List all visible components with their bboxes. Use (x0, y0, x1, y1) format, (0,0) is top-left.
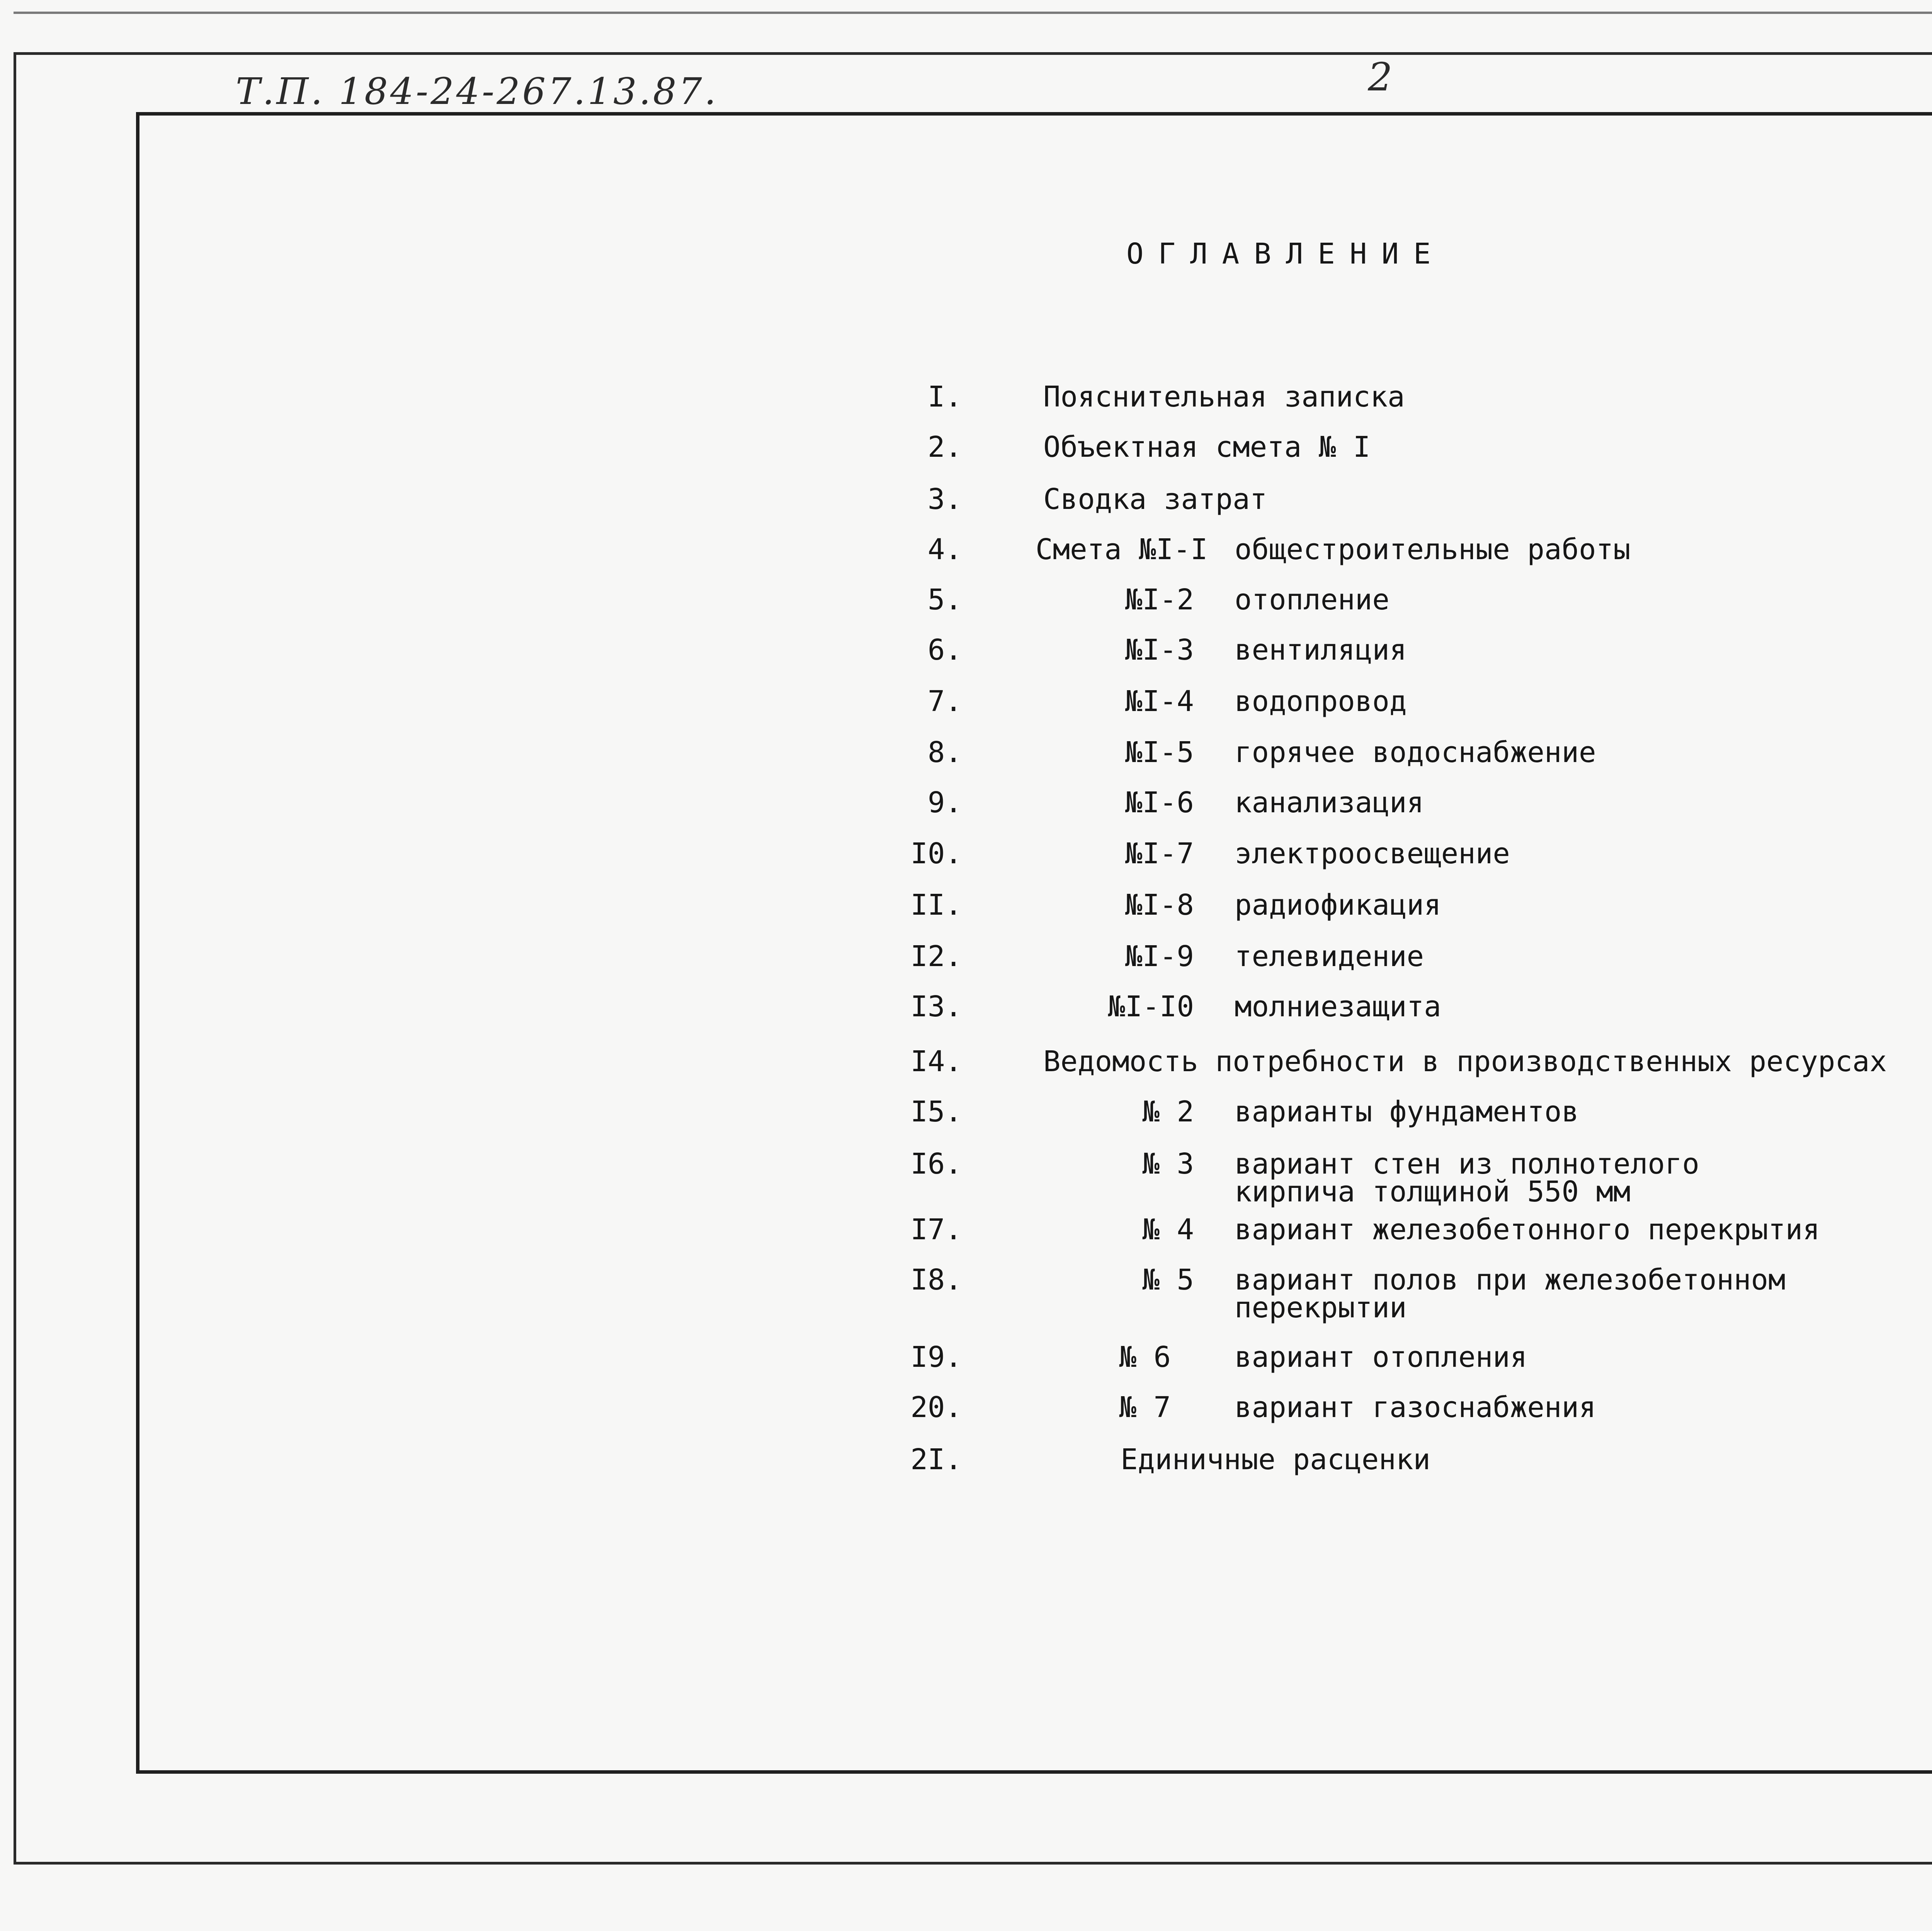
row-title: вариант газоснабжения (1235, 1391, 1596, 1424)
toc-row (0, 1147, 1932, 1208)
row-title: водопровод (1235, 685, 1407, 718)
row-variant-number: № 4 (1142, 1213, 1194, 1246)
row-number: I8. (910, 1263, 962, 1296)
row-number: I. (927, 380, 962, 413)
toc-row (0, 687, 1932, 741)
row-title: молниезащита (1235, 990, 1441, 1023)
row-title-line-1: вариант стен из полнотелого (1235, 1147, 1699, 1181)
row-number: 8. (927, 736, 962, 769)
toc-row (0, 1343, 1932, 1397)
toc-row (0, 380, 1932, 437)
row-number: 2I. (910, 1443, 962, 1476)
row-estimate-number: №I-4 (1125, 685, 1194, 718)
toc-row (0, 738, 1932, 792)
row-number: I6. (910, 1147, 962, 1181)
row-title: радиофикация (1235, 888, 1441, 922)
toc-row (0, 1445, 1932, 1499)
row-estimate-number: №I-9 (1125, 940, 1194, 973)
row-number: I4. (910, 1045, 962, 1078)
toc-row (0, 1097, 1932, 1152)
row-number: 9. (927, 786, 962, 819)
row-title: общестроительные работы (1235, 533, 1631, 566)
row-variant-number: № 6 (1119, 1341, 1171, 1374)
row-number: I5. (910, 1095, 962, 1128)
row-variant-number: № 7 (1119, 1391, 1171, 1424)
row-title-line-1: вариант полов при железобетонном (1235, 1263, 1786, 1296)
row-number: 4. (927, 533, 962, 566)
row-estimate-number: №I-2 (1125, 583, 1194, 616)
toc-row (0, 788, 1932, 842)
row-title: Объектная смета № I (1043, 430, 1371, 464)
row-number: 6. (927, 633, 962, 667)
toc-row (0, 633, 1932, 690)
row-title (1235, 1147, 1699, 1208)
toc-row (0, 535, 1932, 589)
toc-row (0, 485, 1932, 539)
toc-row (0, 839, 1932, 893)
row-title: вентиляция (1235, 633, 1407, 667)
toc-row (0, 430, 1932, 487)
row-number: 7. (927, 685, 962, 718)
row-title: Единичные расценки (1121, 1443, 1430, 1476)
row-number: 2. (927, 430, 962, 464)
toc-row (0, 992, 1932, 1046)
toc-row (0, 888, 1932, 945)
row-number: 20. (910, 1391, 962, 1424)
toc-row (0, 585, 1932, 640)
row-estimate-number: №I-8 (1125, 888, 1194, 922)
row-title: телевидение (1235, 940, 1424, 973)
row-title: канализация (1235, 786, 1424, 819)
document-code: Т.П. 184-24-267.13.87. (236, 70, 718, 113)
row-title: горячее водоснабжение (1235, 736, 1596, 769)
row-title: варианты фундаментов (1235, 1095, 1579, 1128)
row-title: Пояснительная записка (1043, 380, 1405, 413)
toc-row (0, 942, 1932, 996)
row-variant-number: № 5 (1142, 1263, 1194, 1296)
row-number: I0. (910, 837, 962, 870)
row-variant-number: № 2 (1142, 1095, 1194, 1128)
row-estimate-number: №I-5 (1125, 736, 1194, 769)
row-title: вариант отопления (1235, 1341, 1527, 1374)
row-title-line-2: кирпича толщиной 550 мм (1235, 1175, 1631, 1208)
row-number: 3. (927, 483, 962, 516)
row-estimate-number: №I-7 (1125, 837, 1194, 870)
row-title: электроосвещение (1235, 837, 1510, 870)
row-title-line-2: перекрытии (1235, 1291, 1407, 1324)
row-number: I7. (910, 1213, 962, 1246)
row-title: Ведомость потребности в производственных ресурсах (1043, 1045, 1887, 1078)
row-title: отопление (1235, 583, 1389, 616)
page-number: 2 (1368, 54, 1395, 100)
row-number: I9. (910, 1341, 962, 1374)
row-estimate-number: №I-3 (1125, 633, 1194, 667)
toc-title: ОГЛАВЛЕНИЕ (1126, 237, 1446, 271)
row-title: Сводка затрат (1043, 483, 1267, 516)
row-number: II. (910, 888, 962, 922)
row-number: I2. (910, 940, 962, 973)
row-number: I3. (910, 990, 962, 1023)
row-variant-number: № 3 (1142, 1147, 1194, 1181)
sheet-top-edge (14, 12, 1932, 14)
row-number: 5. (927, 583, 962, 616)
toc-row (0, 1047, 1932, 1101)
toc-row (0, 1263, 1932, 1324)
row-estimate-number: №I-6 (1125, 786, 1194, 819)
toc-row (0, 1215, 1932, 1269)
toc-row (0, 1393, 1932, 1447)
row-estimate-number: Смета №I-I (1036, 533, 1208, 566)
row-title (1235, 1263, 1786, 1324)
row-title: вариант железобетонного перекрытия (1235, 1213, 1820, 1246)
row-estimate-number: №I-I0 (1108, 990, 1194, 1023)
